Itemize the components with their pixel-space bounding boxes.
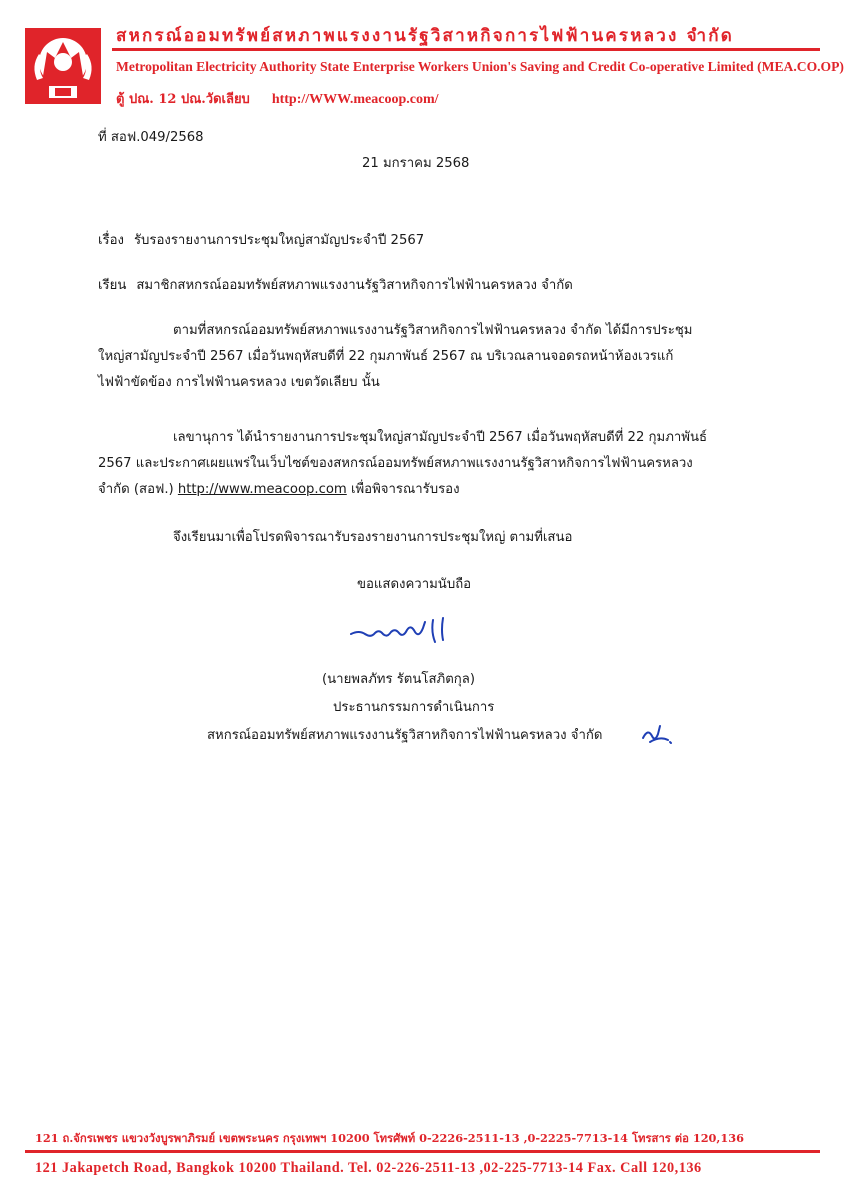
paragraph-line: ไฟฟ้าขัดข้อง การไฟฟ้านครหลวง เขตวัดเลียบ นั้น xyxy=(98,375,380,390)
closing-salutation: ขอแสดงความนับถือ xyxy=(357,577,472,592)
paragraph-text: จำกัด (สอฟ.) xyxy=(98,482,178,497)
paragraph-line: ใหญ่สามัญประจำปี 2567 เมื่อวันพฤหัสบดีที่ 22 กุมภาพันธ์ 2567 ณ บริเวณลานจอดรถหน้าห้องเวรแก้ xyxy=(98,349,674,364)
signer-name: (นายพลภัทร รัตนโสภิตกุล) xyxy=(322,672,475,687)
paragraph-line: ตามที่สหกรณ์ออมทรัพย์สหภาพแรงงานรัฐวิสาหกิจการไฟฟ้านครหลวง จำกัด ได้มีการประชุม xyxy=(173,323,693,338)
paragraph-1 xyxy=(98,318,778,396)
document-date: 21 มกราคม 2568 xyxy=(362,156,470,171)
org-name-thai: สหกรณ์ออมทรัพย์สหภาพแรงงานรัฐวิสาหกิจการไฟฟ้านครหลวง จำกัด xyxy=(116,26,735,46)
website-link-body[interactable]: http://www.meacoop.com xyxy=(177,482,347,497)
document-number: ที่ สอฟ.049/2568 xyxy=(98,130,204,145)
website-link[interactable]: http://WWW.meacoop.com/ xyxy=(271,92,439,107)
paragraph-line: เลขานุการ ได้นำรายงานการประชุมใหญ่สามัญประจำปี 2567 เมื่อวันพฤหัสบดีที่ 22 กุมภาพันธ์ xyxy=(173,430,708,445)
subject-line xyxy=(98,229,424,250)
subject-label: เรื่อง xyxy=(98,233,124,248)
signature-icon xyxy=(345,612,465,652)
paragraph-2 xyxy=(98,425,778,503)
paragraph-3: จึงเรียนมาเพื่อโปรดพิจารณารับรองรายงานการประชุมใหญ่ ตามที่เสนอ xyxy=(173,530,573,545)
paragraph-line xyxy=(98,477,778,503)
paragraph-line: 2567 และประกาศเผยแพร่ในเว็บไซต์ของสหกรณ์ออมทรัพย์สหภาพแรงงานรัฐวิสาหกิจการไฟฟ้านครหลวง xyxy=(98,456,693,471)
subject-text: รับรองรายงานการประชุมใหญ่สามัญประจำปี 2567 xyxy=(133,233,425,248)
letterhead-contact-line xyxy=(116,88,439,109)
footer-address-english: 121 Jakapetch Road, Bangkok 10200 Thailand. Tel. 02-226-2511-13 ,02-225-7713-14 Fax. Call 120,136 xyxy=(35,1160,702,1176)
recipient-line xyxy=(98,274,573,295)
letterhead-divider xyxy=(112,48,820,51)
coop-emblem-icon xyxy=(25,28,101,104)
signer-title: ประธานกรรมการดำเนินการ xyxy=(333,700,495,715)
initials-icon xyxy=(640,722,676,748)
footer-divider xyxy=(25,1150,820,1153)
recipient-text: สมาชิกสหกรณ์ออมทรัพย์สหภาพแรงงานรัฐวิสาหกิจการไฟฟ้านครหลวง จำกัด xyxy=(136,278,573,293)
org-name-english: Metropolitan Electricity Authority State Enterprise Workers Union's Saving and Credit Co-operative Limited (MEA.CO.OP) xyxy=(116,59,844,74)
po-box: ตู้ ปณ. 12 ปณ.วัดเลียบ xyxy=(116,92,250,107)
paragraph-text: เพื่อพิจารณารับรอง xyxy=(346,482,460,497)
recipient-label: เรียน xyxy=(98,278,127,293)
signer-organization: สหกรณ์ออมทรัพย์สหภาพแรงงานรัฐวิสาหกิจการไฟฟ้านครหลวง จำกัด xyxy=(207,728,603,743)
footer-address-thai: 121 ถ.จักรเพชร แขวงวังบูรพาภิรมย์ เขตพระนคร กรุงเทพฯ 10200 โทรศัพท์ 0-2226-2511-13 ,0-2225-7713-14 โทรสาร ต่อ 120,136 xyxy=(35,1131,744,1145)
